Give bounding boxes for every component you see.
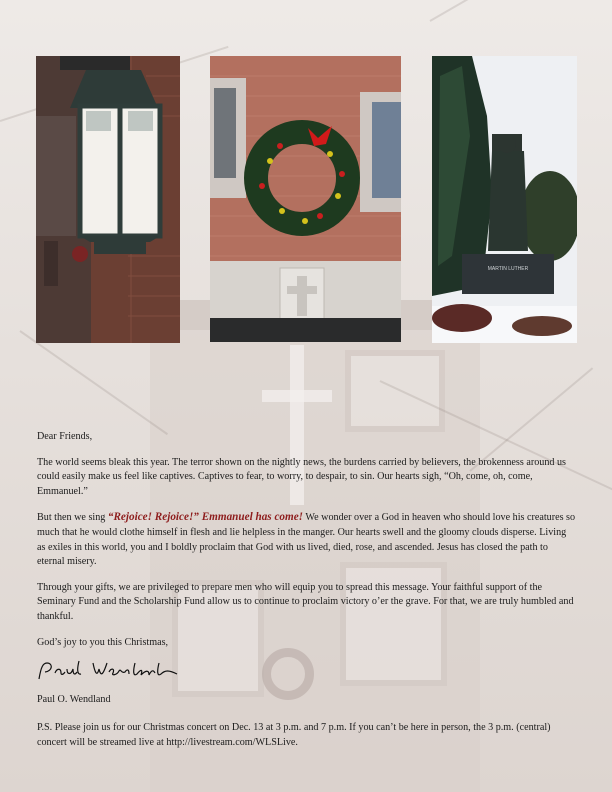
letter-body xyxy=(37,430,577,762)
letter-closing: God’s joy to you this Christmas, xyxy=(37,636,169,648)
letter-paragraph-2 xyxy=(37,510,577,569)
postscript: P.S. Please join us for our Christmas concert on Dec. 13 at 3 p.m. and 7 p.m. If you can’t be here in person, the 3 p.m. (central) concert will be streamed live at http://livestream.com/WLSLive. xyxy=(37,722,551,748)
statue-photo xyxy=(432,56,577,343)
signer-name: Paul O. Wendland xyxy=(37,693,111,705)
lantern-photo xyxy=(36,56,180,343)
para2-rest: We wonder over a God in heaven who should love his creatures so much that he would clothe himself in flesh and lie helpless in the manger. Our hearts swell and the gloomy clouds disperse. Living as exiles in this world, you and I boldly proclaim that God with us lived, died, rose, and ascended. Jesus has closed the path to eternal misery. xyxy=(37,512,576,568)
letter-greeting: Dear Friends, xyxy=(37,431,93,442)
handwritten-signature xyxy=(37,659,577,691)
letter-paragraph-1: The world seems bleak this year. The terror shown on the nightly news, the burdens carried by believers, the brokenness around us could easily make us feel like captives. Captives to fear, to worry, to despair, to sin. Our hearts sigh, “Oh, come, oh, come, Emmanuel.” xyxy=(37,456,566,497)
rejoice-highlight: “Rejoice! Rejoice!” Emmanuel has come! xyxy=(107,511,304,524)
svg-text:MARTIN LUTHER: MARTIN LUTHER xyxy=(487,266,529,272)
letter-paragraph-3: Through your gifts, we are privileged to prepare men who will equip you to spread this message. Your faithful support of the Seminary Fund and the Scholarship Fund allow us to continue to proclaim victory o’er the grave. For that, we are truly humbled and thankful. xyxy=(37,581,574,622)
para2-lead: But then we sing xyxy=(37,512,106,524)
wreath-photo xyxy=(210,56,401,342)
